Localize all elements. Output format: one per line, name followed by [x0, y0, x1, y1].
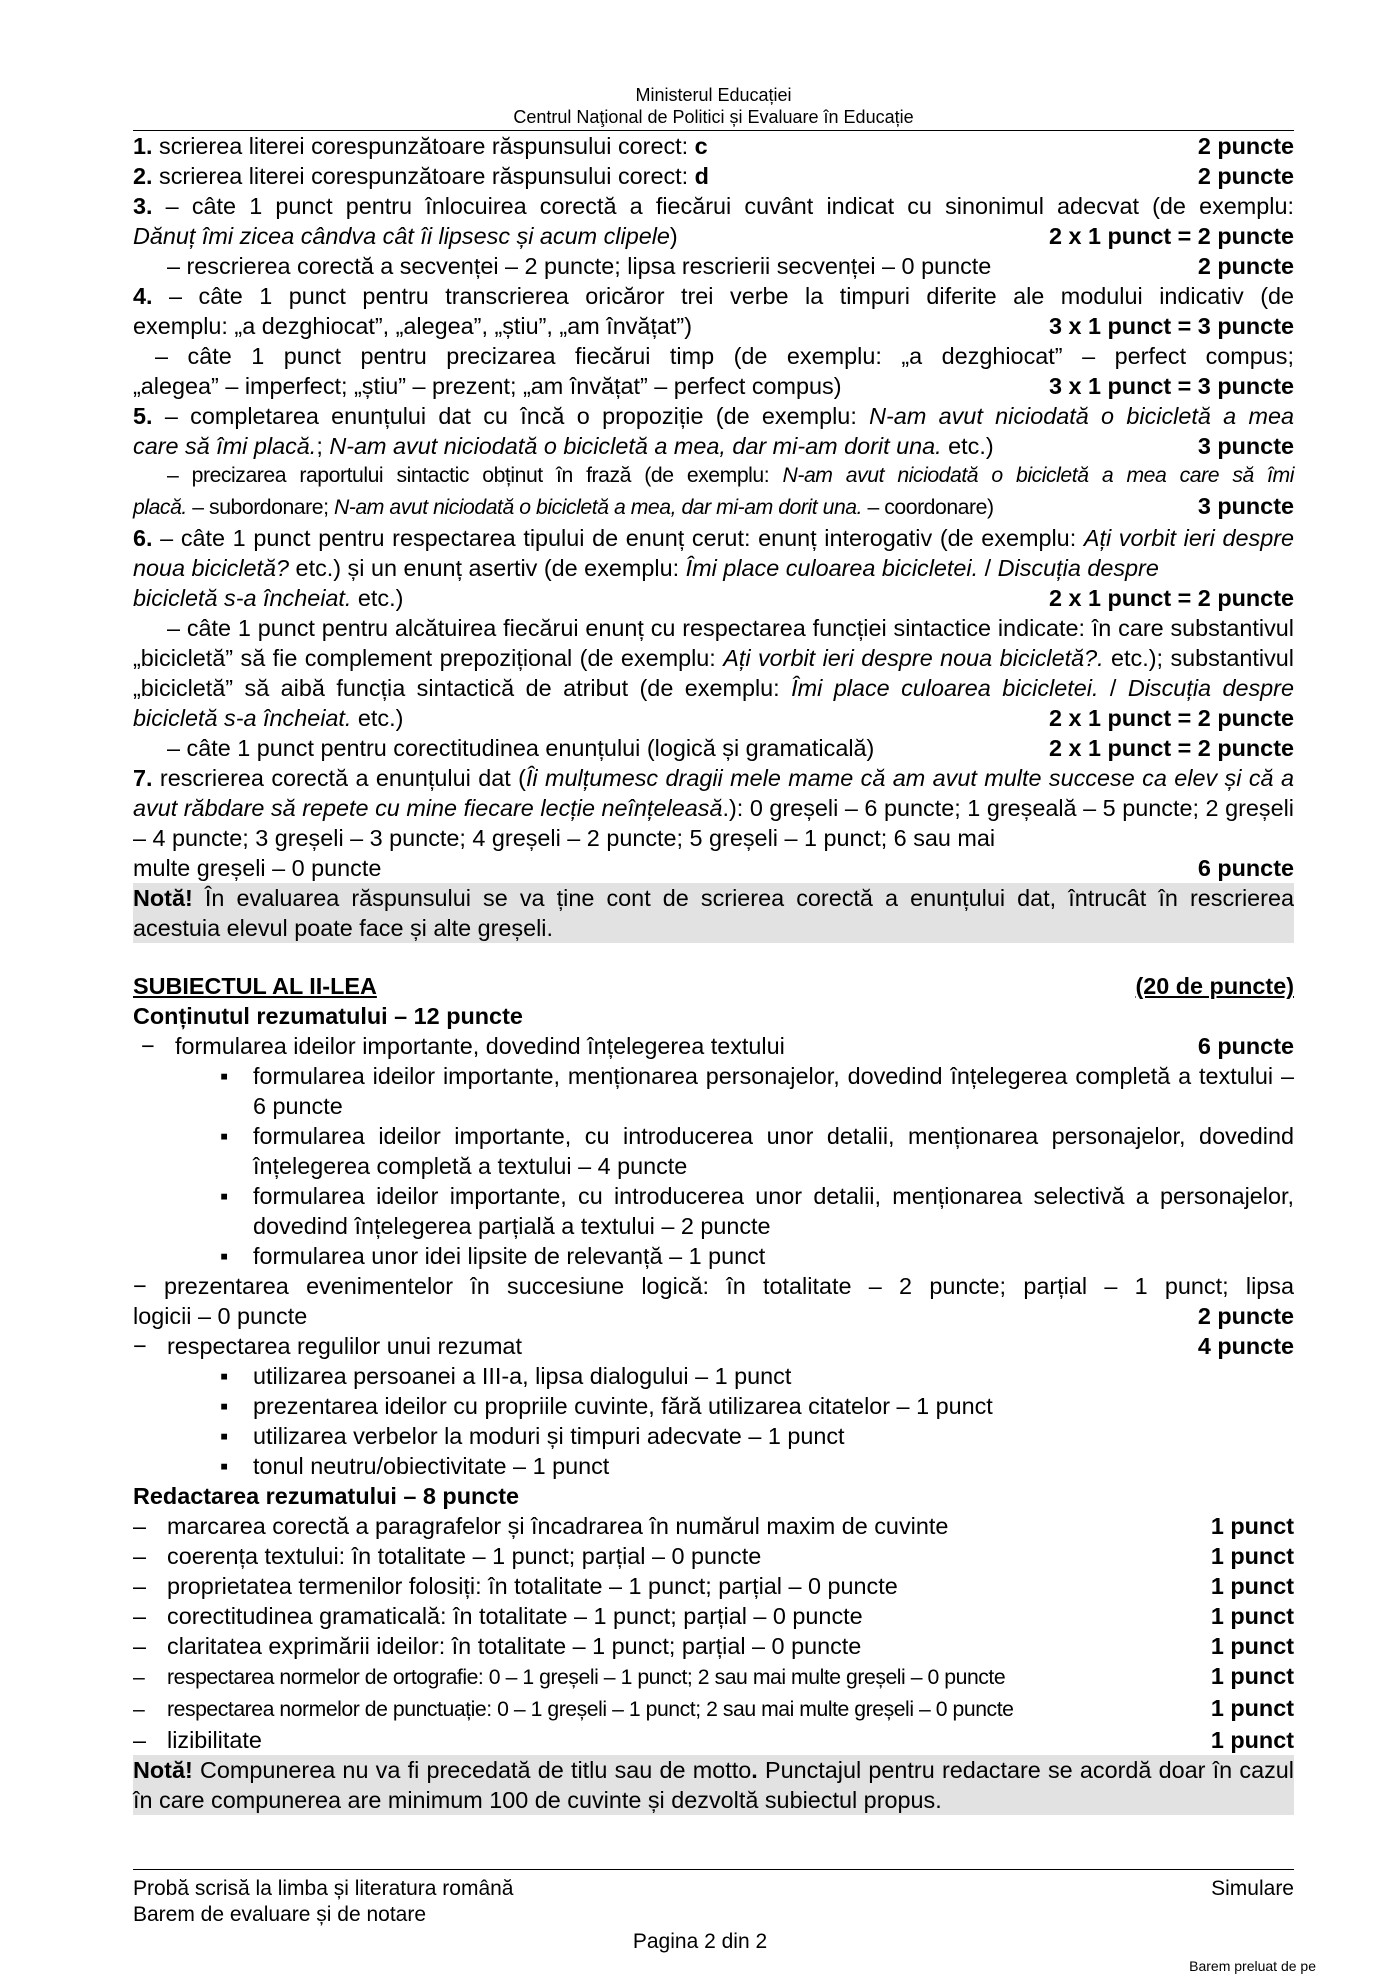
continut-title: Conținutul rezumatului – 12 puncte [133, 1003, 523, 1029]
document-page [133, 0, 1294, 1815]
continut-c3: − respectarea regulilor unui rezumat 4 puncte [133, 1333, 1294, 1359]
footer-doc-type: Barem de evaluare și de notare [133, 1903, 427, 1926]
redactare-title: Redactarea rezumatului – 8 puncte [133, 1483, 520, 1509]
ministry-name: Ministerul Educației [635, 85, 792, 105]
redactare-list [133, 1511, 1294, 1755]
barem-content [133, 131, 1294, 1815]
nota-1: Notă! În evaluarea răspunsului se va ține cont de scrierea corectă a enunțului dat, întrucât în rescrierea acestuia elevul poate face și alte greșeli. [133, 885, 1294, 941]
item-3b-points: 2 puncte [1197, 253, 1294, 279]
subiect-2-heading [133, 971, 1294, 1001]
item-6-para: 6. – câte 1 punct pentru respectarea tipului de enunț cerut: enunț interogativ (de exemplu: Ați vorbit ieri despre noua bicicletă? etc.) și un enunț asertiv (de exemplu: Îmi place culoarea bicicletei. / Discuția despre [133, 525, 1295, 581]
item-4b-line2: „alegea” – imperfect; „știu” – prezent; „am învățat” – perfect compus) 3 x 1 punct = 3 puncte [133, 373, 1294, 399]
redactare-item: – respectarea normelor de ortografie: 0 – 1 greșeli – 1 punct; 2 sau mai multe greșeli – 0 puncte 1 punct [133, 1663, 1294, 1689]
c1-points: 6 puncte [1197, 1033, 1294, 1059]
list-item: ▪ formularea unor idei lipsite de relevanță – 1 punct [133, 1241, 1294, 1271]
item-5b-points: 3 puncte [1197, 493, 1294, 519]
center-name: Centrul Naţional de Politici și Evaluare în Educație [513, 107, 914, 127]
item-2: 2. scrierea literei corespunzătoare răspunsului corect: d 2 puncte [133, 163, 1294, 189]
item-7-last: multe greșeli – 0 puncte 6 puncte [133, 855, 1294, 881]
item-5-line1: 5. – completarea enunțului dat cu încă o propoziție (de exemplu: N-am avut niciodată o bicicletă a mea [133, 403, 1294, 429]
item-5-points: 3 puncte [1197, 433, 1294, 459]
c3-bullets [133, 1361, 1294, 1481]
item-4-points: 3 x 1 punct = 3 puncte [1048, 313, 1294, 339]
item-1-points: 2 puncte [1197, 133, 1294, 159]
item-6c-points: 2 x 1 punct = 2 puncte [1048, 735, 1294, 761]
item-1: 1. scrierea literei corespunzătoare răspunsului corect: c 2 puncte [133, 133, 1294, 159]
list-item: ▪ formularea ideilor importante, cu introducerea unor detalii, menționarea personajelor, dovedind înțelegerea completă a textului – 4 puncte [133, 1121, 1294, 1181]
source-note: Barem preluat de pe [1189, 1958, 1316, 1974]
redactare-item: – marcarea corectă a paragrafelor și încadrarea în numărul maxim de cuvinte 1 punct [133, 1513, 1294, 1539]
item-3b: – rescrierea corectă a secvenței – 2 puncte; lipsa rescrierii secvenței – 0 puncte 2 puncte [167, 253, 1294, 279]
footer-rule [133, 1869, 1294, 1870]
page-number: Pagina 2 din 2 [632, 1930, 768, 1953]
c1-bullets [133, 1061, 1294, 1271]
list-item: ▪ utilizarea verbelor la moduri și timpuri adecvate – 1 punct [133, 1421, 1294, 1451]
page-header [133, 0, 1294, 128]
item-6c: – câte 1 punct pentru corectitudinea enunțului (logică și gramaticală) 2 x 1 punct = 2 puncte [167, 735, 1294, 761]
item-5b-line2: placă. – subordonare; N-am avut niciodată o bicicletă a mea, dar mi-am dorit una. – coordonare) 3 puncte [133, 493, 1294, 519]
item-2-points: 2 puncte [1197, 163, 1294, 189]
item-4b-points: 3 x 1 punct = 3 puncte [1048, 373, 1294, 399]
subiect-2-points: (20 de puncte) [1135, 973, 1294, 999]
list-item: ▪ formularea ideilor importante, cu introducerea unor detalii, menționarea selectivă a personajelor, dovedind înțelegerea parțială a textului – 2 puncte [133, 1181, 1294, 1241]
item-4-line2: exemplu: „a dezghiocat”, „alegea”, „știu”, „am învățat”) 3 x 1 punct = 3 puncte [133, 313, 1294, 339]
list-item: ▪ tonul neutru/obiectivitate – 1 punct [133, 1451, 1294, 1481]
continut-c1: − formularea ideilor importante, dovedind înțelegerea textului 6 puncte [141, 1033, 1294, 1059]
continut-c2-line1: − prezentarea evenimentelor în succesiune logică: în totalitate – 2 puncte; parțial – 1 punct; lipsa [133, 1273, 1294, 1299]
item-3-points: 2 x 1 punct = 2 puncte [1048, 223, 1294, 249]
list-item: ▪ utilizarea persoanei a III-a, lipsa dialogului – 1 punct [133, 1361, 1294, 1391]
item-6-last: bicicletă s-a încheiat. etc.) 2 x 1 punct = 2 puncte [133, 585, 1294, 611]
list-item: ▪ formularea ideilor importante, menționarea personajelor, dovedind înțelegerea completă a textului – 6 puncte [133, 1061, 1294, 1121]
footer-session: Simulare [1211, 1877, 1294, 1900]
redactare-item: – corectitudinea gramaticală: în totalitate – 1 punct; parțial – 0 puncte 1 punct [133, 1603, 1294, 1629]
redactare-item: – respectarea normelor de punctuație: 0 – 1 greșeli – 1 punct; 2 sau mai multe greșeli – 0 puncte 1 punct [133, 1695, 1294, 1721]
c3-points: 4 puncte [1197, 1333, 1294, 1359]
item-6-points: 2 x 1 punct = 2 puncte [1048, 585, 1294, 611]
c2-points: 2 puncte [1197, 1303, 1294, 1329]
item-4-line1: 4. – câte 1 punct pentru transcrierea oricăror trei verbe la timpuri diferite ale modului indicativ (de [133, 283, 1294, 309]
subiect-2-title: SUBIECTUL AL II-LEA [133, 973, 377, 999]
footer-exam: Probă scrisă la limba și literatura română [133, 1877, 514, 1900]
nota-2: Notă! Compunerea nu va fi precedată de titlu sau de motto. Punctajul pentru redactare se acordă doar în cazul în care compunerea are minimum 100 de cuvinte și dezvoltă subiectul propus. [133, 1757, 1294, 1813]
list-item: ▪ prezentarea ideilor cu propriile cuvinte, fără utilizarea citatelor – 1 punct [133, 1391, 1294, 1421]
redactare-item: – lizibilitate 1 punct [133, 1727, 1294, 1753]
page-footer [133, 1876, 1294, 1928]
item-3-line1: 3. – câte 1 punct pentru înlocuirea corectă a fiecărui cuvânt indicat cu sinonimul adecvat (de exemplu: [133, 193, 1294, 219]
redactare-item: – coerența textului: în totalitate – 1 punct; parțial – 0 puncte 1 punct [133, 1543, 1294, 1569]
item-4b-line1: – câte 1 punct pentru precizarea fiecărui timp (de exemplu: „a dezghiocat” – perfect compus; [155, 343, 1294, 369]
item-6b-points: 2 x 1 punct = 2 puncte [1048, 705, 1294, 731]
redactare-item: – claritatea exprimării ideilor: în totalitate – 1 punct; parțial – 0 puncte 1 punct [133, 1633, 1294, 1659]
redactare-item: – proprietatea termenilor folosiți: în totalitate – 1 punct; parțial – 0 puncte 1 punct [133, 1573, 1294, 1599]
item-5b-line1: – precizarea raportului sintactic obținut în frază (de exemplu: N-am avut niciodată o bicicletă a mea care să îmi [167, 464, 1295, 487]
item-6b-para: – câte 1 punct pentru alcătuirea fiecărui enunț cu respectarea funcției sintactice indicate: în care substantivul „bicicletă” să fie complement prepozițional (de exemplu: Ați vorbit ieri despre noua bicicletă?. etc.); substantivul „bicicletă” să aibă funcția sintactică de atribut (de exemplu: Îmi place culoarea bicicletei. / Discuția despre bicicletă s-a încheiat. etc.) [133, 615, 1294, 731]
item-7-para: 7. rescrierea corectă a enunțului dat (Îi mulțumesc dragii mele mame că am avut multe succese ca elev și că a avut răbdare să repete cu mine fiecare lecție neînțeleasă.): 0 greșeli – 6 puncte; 1 greșeală – 5 puncte; 2 greșeli – 4 puncte; 3 greșeli – 3 puncte; 4 greșeli – 2 puncte; 5 greșeli – 1 punct; 6 sau mai [133, 765, 1294, 851]
item-7-points: 6 puncte [1197, 855, 1294, 881]
item-3-line2: Dănuț îmi zicea cândva cât îi lipsesc și acum clipele) 2 x 1 punct = 2 puncte [133, 223, 1294, 249]
item-5-line2: care să îmi placă.; N-am avut niciodată o bicicletă a mea, dar mi-am dorit una. etc.) 3 puncte [133, 433, 1294, 459]
continut-c2-line2: logicii – 0 puncte 2 puncte [133, 1303, 1294, 1329]
